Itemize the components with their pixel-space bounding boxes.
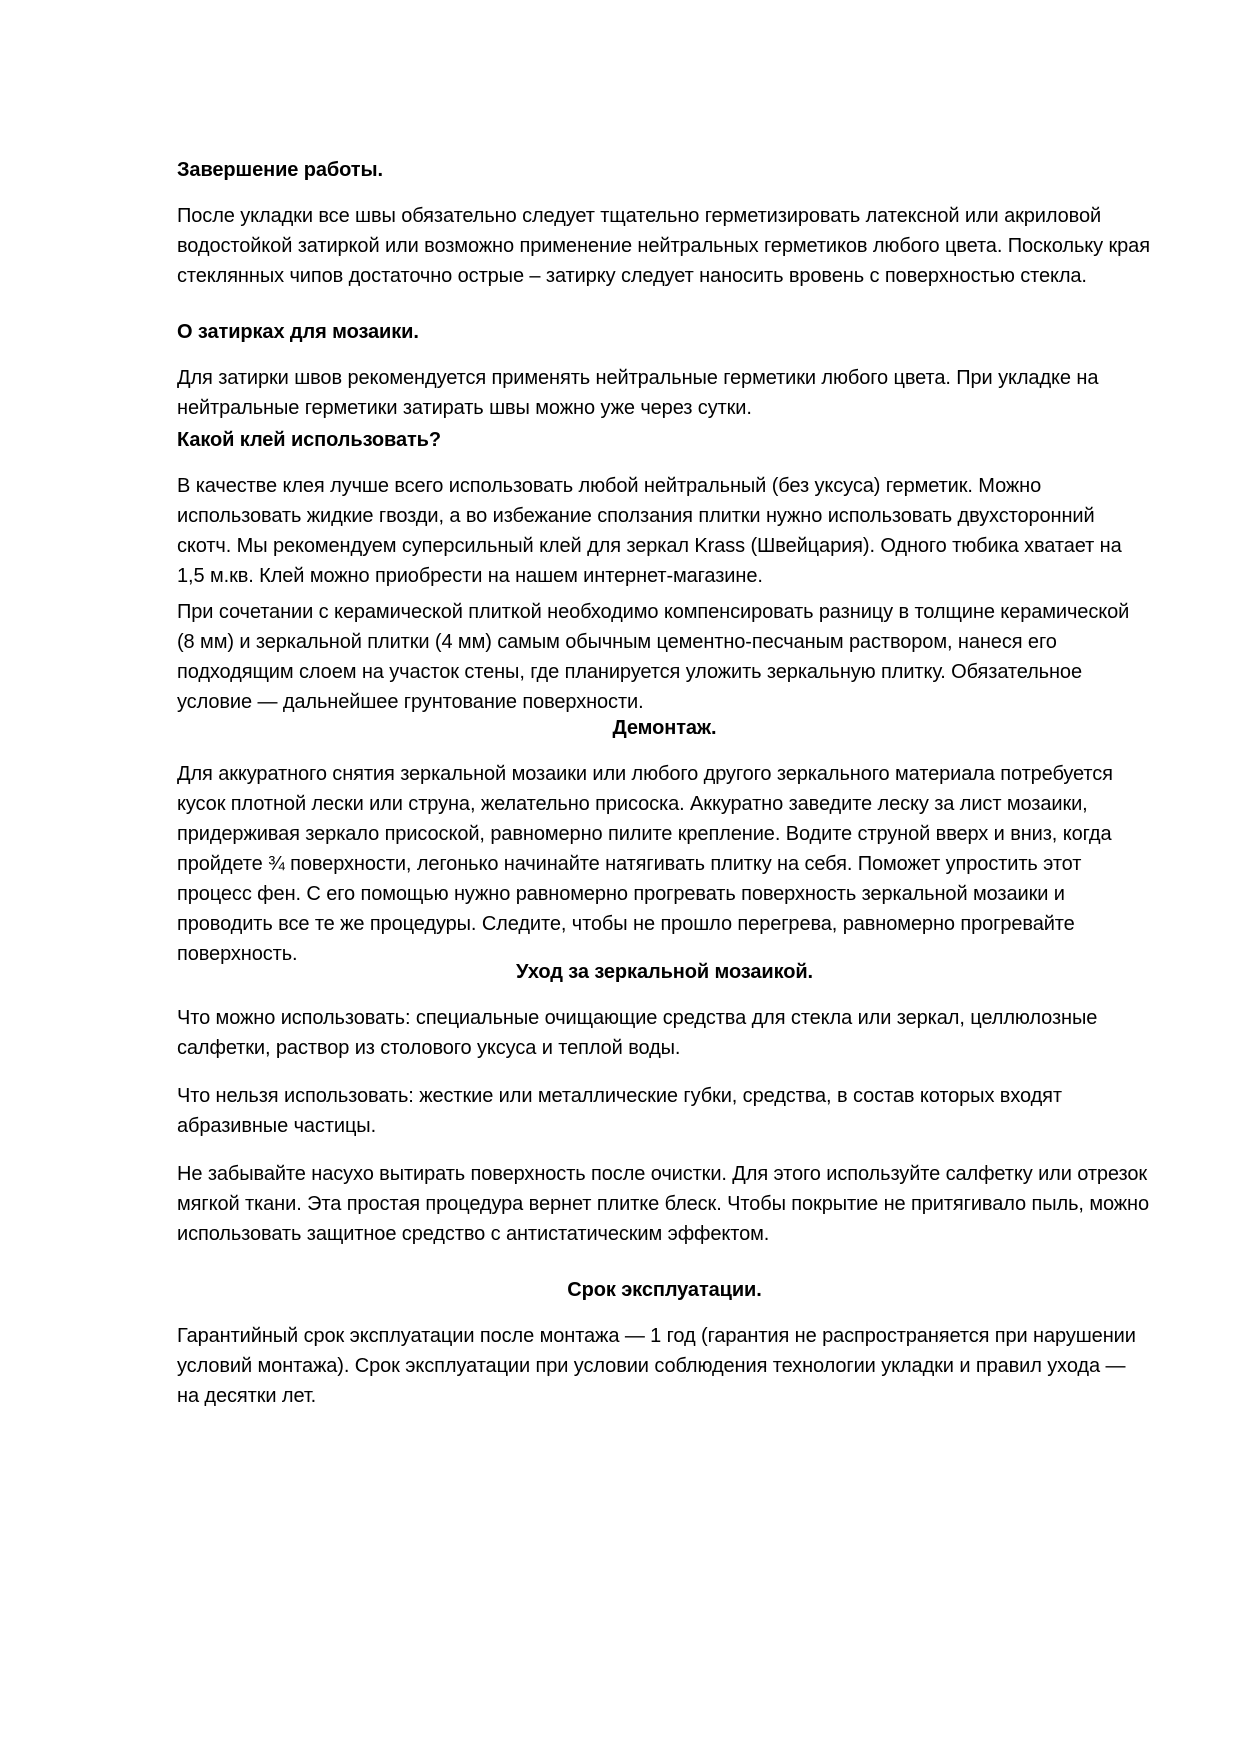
paragraph-grout: Для затирки швов рекомендуется применять нейтральные герметики любого цвета. При укладке на нейтральные герметики затирать швы можно уже через сутки. [177,367,1099,419]
paragraph-service: Гарантийный срок эксплуатации после монтажа — 1 год (гарантия не распространяется при нарушении условий монтажа). Срок эксплуатации при условии соблюдения технологии укладки и правил ухода — на десятки лет. [177,1325,1136,1407]
paragraph-care-can: Что можно использовать: специальные очищающие средства для стекла или зеркал, целлюлозные салфетки, раствор из столового уксуса и теплой воды. [177,1007,1098,1059]
heading-glue: Какой клей использовать? [177,429,441,451]
paragraph-ceramic: При сочетании с керамической плиткой необходимо компенсировать разницу в толщине керамической (8 мм) и зеркальной плитки (4 мм) самым обычным цементно-песчаным раствором, нанеся его подходящим слоем на участок стены, где планируется уложить зеркальную плитку. Обязательное условие — дальнейшее грунтование поверхности. [177,601,1130,713]
paragraph-dismantle: Для аккуратного снятия зеркальной мозаики или любого другого зеркального материала потребуется кусок плотной лески или струна, желательно присоска. Аккуратно заведите леску за лист мозаики, придерживая зеркало присоской, равномерно пилите крепление. Водите струной вверх и вниз, когда пройдете ¾ поверхности, легонько начинайте натягивать плитку на себя. Поможет упростить этот процесс фен. С его помощью нужно равномерно прогревать поверхность зеркальной мозаики и проводить все те же процедуры. Следите, чтобы не прошло перегрева, равномерно прогревайте поверхность. [177,763,1113,965]
heading-dismantle: Демонтаж. [612,717,717,739]
paragraph-glue: В качестве клея лучше всего использовать любой нейтральный (без уксуса) герметик. Можно использовать жидкие гвозди, а во избежание сползания плитки нужно использовать двухсторонний скотч. Мы рекомендуем суперсильный клей для зеркал Krass (Швейцария). Одного тюбика хватает на 1,5 м.кв. Клей можно приобрести на нашем интернет-магазине. [177,475,1122,587]
heading-care: Уход за зеркальной мозаикой. [515,961,814,983]
heading-service: Срок эксплуатации. [567,1279,762,1301]
heading-grout: О затирках для мозаики. [177,321,419,343]
heading-finish: Завершение работы. [177,159,383,181]
paragraph-care-cannot: Что нельзя использовать: жесткие или металлические губки, средства, в состав которых входят абразивные частицы. [177,1085,1062,1137]
paragraph-care-dry: Не забывайте насухо вытирать поверхность после очистки. Для этого используйте салфетку или отрезок мягкой ткани. Эта простая процедура вернет плитке блеск. Чтобы покрытие не притягивало пыль, можно использовать защитное средство с антистатическим эффектом. [177,1163,1150,1245]
paragraph-finish: После укладки все швы обязательно следует тщательно герметизировать латексной или акриловой водостойкой затиркой или возможно применение нейтральных герметиков любого цвета. Поскольку края стеклянных чипов достаточно острые – затирку следует наносить вровень с поверхностью стекла. [177,205,1150,287]
